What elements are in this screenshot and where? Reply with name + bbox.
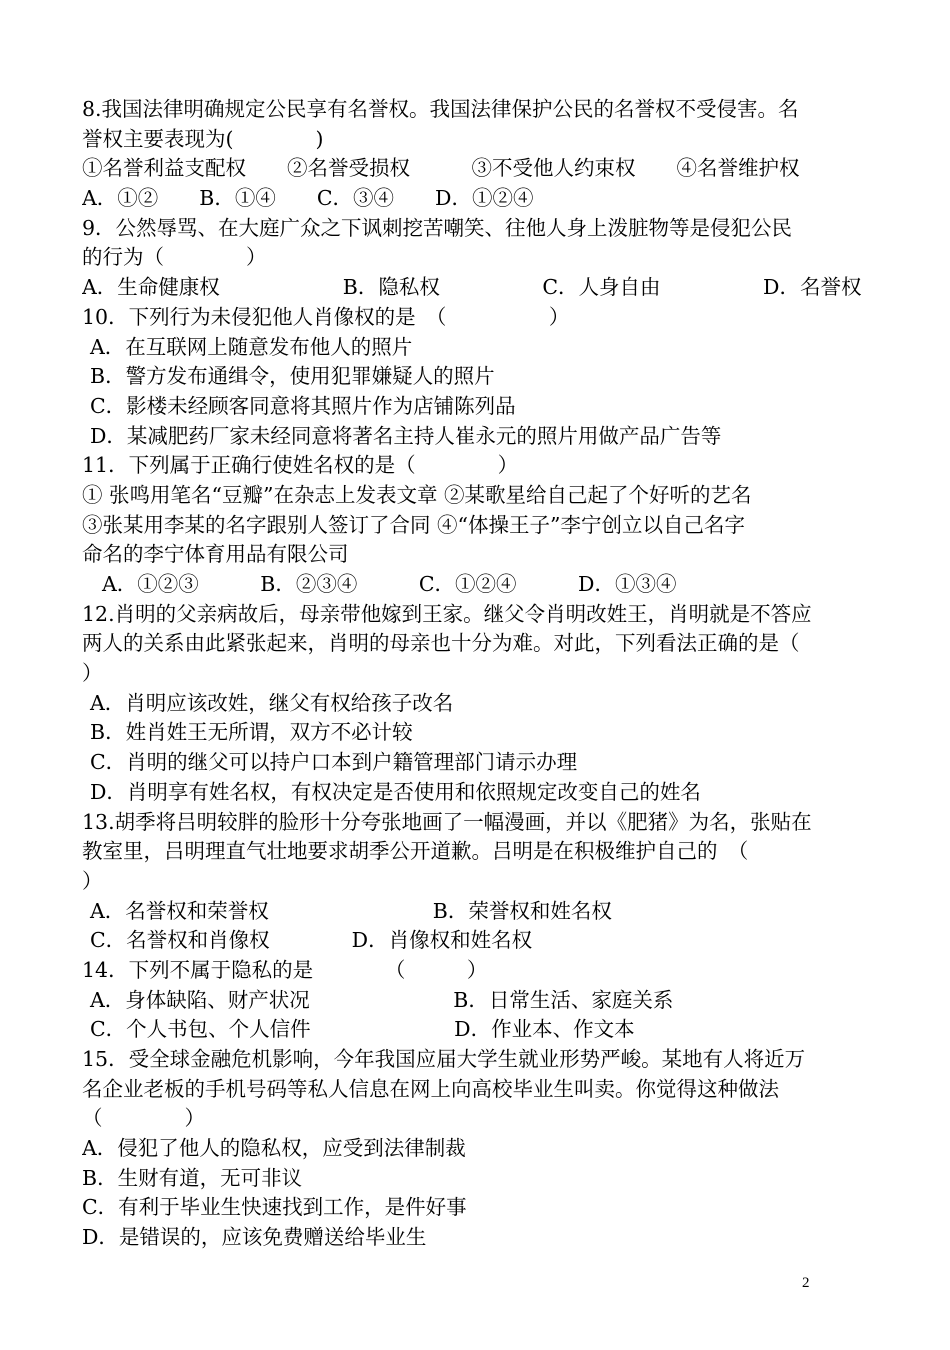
page-number: 2 [802, 1275, 810, 1291]
q8-choices: A．①② B．①④ C．③④ D．①②④ [82, 186, 534, 211]
q13-line-3: ） [82, 868, 103, 893]
q14-stem: 14．下列不属于隐私的是 （ ） [82, 957, 488, 982]
q9-line-2: 的行为（ ） [82, 245, 267, 270]
q11-items-line-3: 命名的李宁体育用品有限公司 [82, 542, 349, 567]
q12-option-d: D．肖明享有姓名权，有权决定是否使用和依照规定改变自己的姓名 [90, 779, 701, 804]
q15-line-1: 15．受全球金融危机影响，今年我国应届大学生就业形势严峻。某地有人将近万 [82, 1047, 806, 1071]
q8-line-1: 8.我国法律明确规定公民享有名誉权。我国法律保护公民的名誉权不受侵害。名 [82, 97, 799, 121]
q8-line-2: 誉权主要表现为( ) [82, 126, 324, 151]
q11-stem: 11．下列属于正确行使姓名权的是（ ） [82, 453, 519, 478]
q11-items-line-2: ③张某用李某的名字跟别人签订了合同 ④“体操王子”李宁创立以自己名字 [82, 512, 745, 537]
q9-line-1: 9．公然辱骂、在大庭广众之下讽刺挖苦嘲笑、往他人身上泼脏物等是侵犯公民 [82, 215, 793, 240]
q15-line-3: （ ） [82, 1106, 205, 1131]
q12-line-3: ） [82, 661, 103, 686]
q10-option-c: C．影楼未经顾客同意将其照片作为店铺陈列品 [90, 393, 516, 418]
q13-line-2: 教室里，吕明理直气壮地要求胡季公开道歉。吕明是在积极维护自己的 （ [82, 839, 749, 864]
q11-choices: A．①②③ B．②③④ C．①②④ D．①③④ [102, 572, 677, 596]
q15-option-c: C．有利于毕业生快速找到工作，是件好事 [82, 1195, 467, 1220]
q10-option-d: D．某减肥药厂家未经同意将著名主持人崔永元的照片用做产品广告等 [90, 423, 722, 448]
q9-choices: A．生命健康权 B．隐私权 C．人身自由 D．名誉权 [82, 275, 862, 300]
q13-options-cd: C．名誉权和肖像权 D．肖像权和姓名权 [90, 928, 533, 953]
q14-options-ab: A．身体缺陷、财产状况 B．日常生活、家庭关系 [90, 987, 674, 1012]
q14-options-cd: C．个人书包、个人信件 D．作业本、作文本 [90, 1017, 635, 1042]
q8-options-items: ①名誉利益支配权 ②名誉受损权 ③不受他人约束权 ④名誉维护权 [82, 156, 800, 181]
q12-option-a: A．肖明应该改姓，继父有权给孩子改名 [90, 690, 454, 715]
q12-line-2: 两人的关系由此紧张起来，肖明的母亲也十分为难。对此，下列看法正确的是（ [82, 631, 800, 656]
q15-option-a: A．侵犯了他人的隐私权，应受到法律制裁 [82, 1136, 466, 1161]
q12-option-b: B．姓肖姓王无所谓，双方不必计较 [90, 720, 413, 745]
q15-line-2: 名企业老板的手机号码等私人信息在网上向高校毕业生叫卖。你觉得这种做法 [82, 1076, 779, 1101]
document-page [82, 95, 872, 1253]
q11-items-line-1: ① 张鸣用笔名“豆瓣”在杂志上发表文章 ②某歌星给自己起了个好听的艺名 [82, 482, 752, 507]
q12-line-1: 12.肖明的父亲病故后，母亲带他嫁到王家。继父令肖明改姓王，肖明就是不答应 [82, 601, 812, 626]
q12-option-c: C．肖明的继父可以持户口本到户籍管理部门请示办理 [90, 750, 578, 775]
q13-line-1: 13.胡季将吕明较胖的脸形十分夸张地画了一幅漫画，并以《肥猪》为名，张贴在 [82, 809, 812, 834]
q15-option-b: B．生财有道，无可非议 [82, 1165, 303, 1190]
q13-options-ab: A．名誉权和荣誉权 B．荣誉权和姓名权 [90, 898, 612, 923]
q10-option-a: A．在互联网上随意发布他人的照片 [90, 334, 413, 359]
q10-stem: 10．下列行为未侵犯他人肖像权的是 （ ） [82, 304, 570, 329]
q15-option-d: D．是错误的，应该免费赠送给毕业生 [82, 1225, 427, 1250]
q10-option-b: B．警方发布通缉令，使用犯罪嫌疑人的照片 [90, 364, 495, 389]
